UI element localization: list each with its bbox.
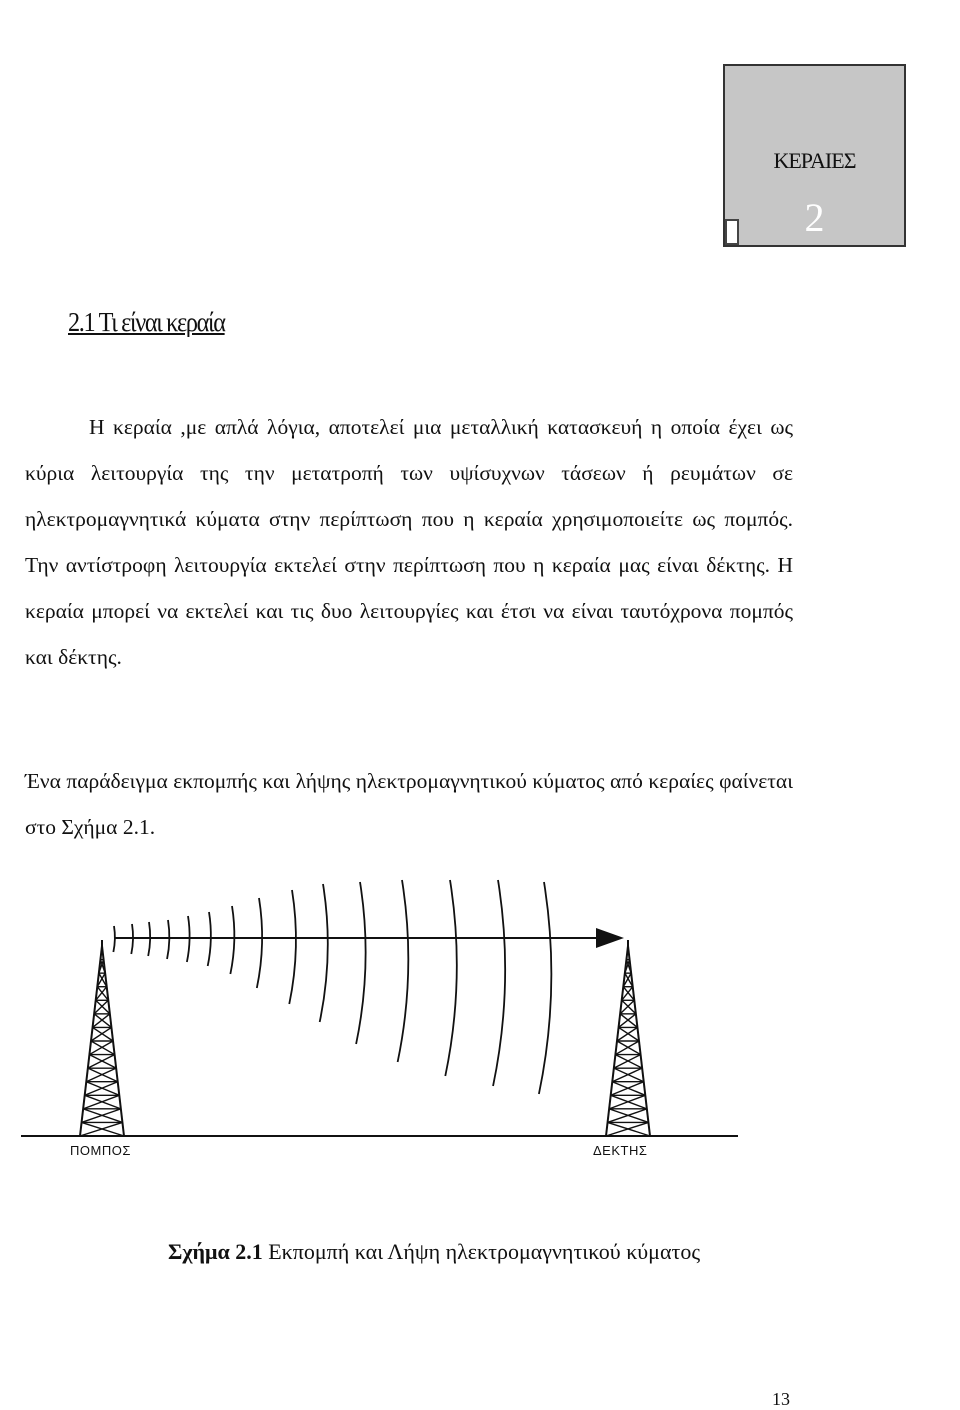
section-heading: 2.1 Τι είναι κεραία xyxy=(68,307,225,337)
transmitter-tower xyxy=(80,940,124,1136)
antenna-figure xyxy=(16,876,746,1226)
transmitter-label: ΠΟΜΠΟΣ xyxy=(70,1143,131,1158)
caption-text: Εκπομπή και Λήψη ηλεκτρομαγνητικού κύματος xyxy=(262,1239,701,1264)
chapter-number: 2 xyxy=(804,195,825,240)
figure-caption xyxy=(0,1239,868,1265)
caption-prefix: Σχήμα 2.1 xyxy=(167,1239,263,1264)
receiver-tower xyxy=(606,940,650,1136)
chapter-box xyxy=(723,64,906,247)
wavefronts xyxy=(113,880,551,1094)
paragraph-example: Ένα παράδειγμα εκπομπής και λήψης ηλεκτρομαγνητικού κύματος από κεραίες φαίνεται στο Σχήμα 2.1. xyxy=(25,769,793,839)
antenna-diagram xyxy=(16,876,746,1226)
chapter-title: ΚΕΡΑΙΕΣ xyxy=(773,148,856,173)
receiver-label: ΔΕΚΤΗΣ xyxy=(593,1143,648,1158)
paragraph-definition: Η κεραία ,με απλά λόγια, αποτελεί μια μεταλλική κατασκευή η οποία έχει ως κύρια λειτουργία της την μετατροπή των υψίσυχνων τάσεων ή ρευμάτων σε ηλεκτρομαγνητικά κύματα στην περίπτωση που η κεραία χρησιμοποιείτε ως πομπός. Την αντίστροφη λειτουργία εκτελεί στην περίπτωση που η κεραία μας είναι δέκτης. Η κεραία μπορεί να εκτελεί και τις δυο λειτουργίες και έτσι να είναι ταυτόχρονα πομπός και δέκτης. xyxy=(25,415,793,669)
page-number: 13 xyxy=(772,1389,790,1409)
box-notch-decoration xyxy=(725,219,739,245)
